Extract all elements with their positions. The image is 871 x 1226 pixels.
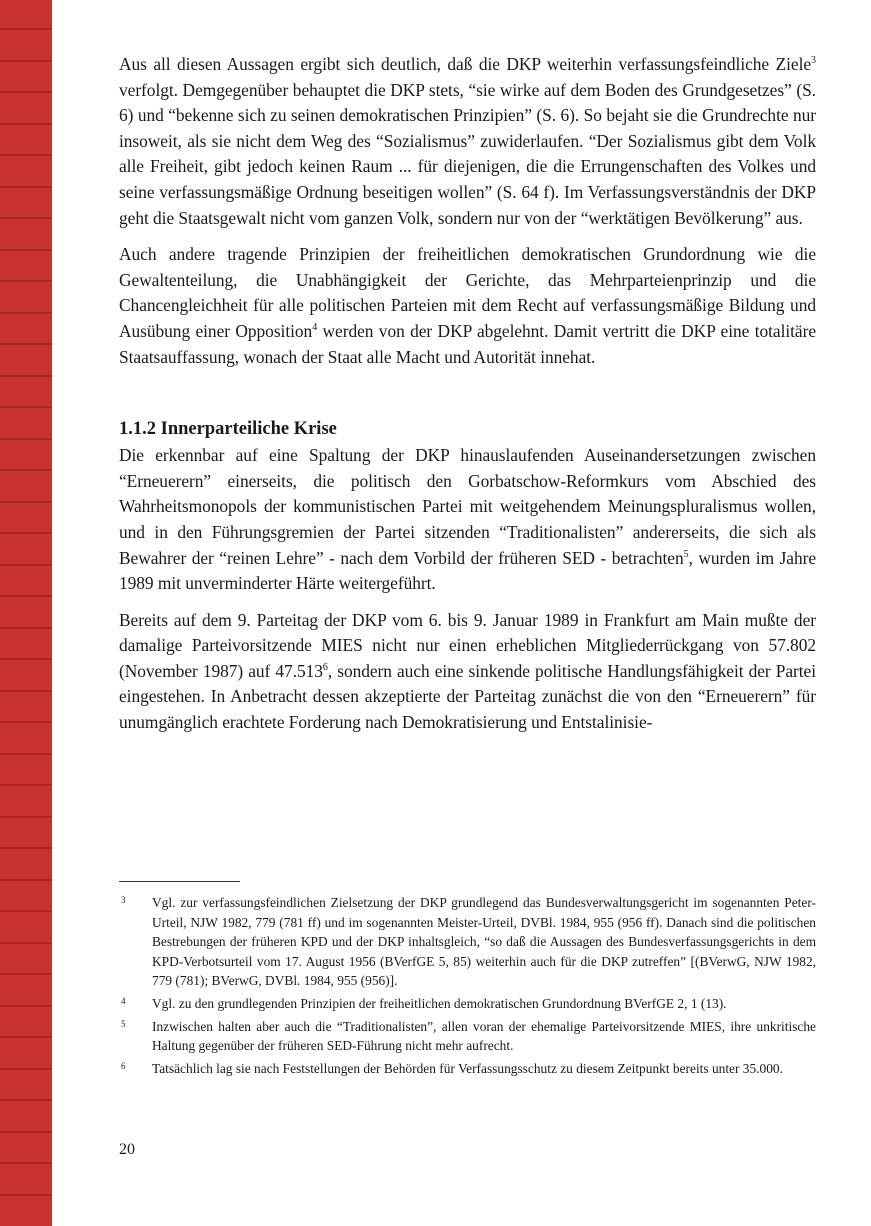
footnote-number: 4 [121,995,126,1006]
footnote-number: 6 [121,1060,126,1071]
footnote-4 [119,994,816,1014]
paragraph-4-text-b: , sondern auch eine sinkende politische Handlungsfähigkeit der Partei eingestehen. In Anbetracht dessen akzeptierte der Parteitag zunächst die von den “Erneuerern” für unumgänglich erachtete Forderung nach Demokratisierung und Entstalinisie- [119,660,816,733]
footnotes [119,893,816,1081]
band-notch [0,406,52,408]
band-notch [0,910,52,912]
paragraph-1-text-a: Aus all diesen Aussagen ergibt sich deutlich, daß die DKP weiterhin verfassungsfeindliche Ziele [119,54,812,74]
band-notch [0,280,52,282]
footnote-ref-4[interactable]: 4 [312,322,318,334]
paragraph-2-text-a: Auch andere tragende Prinzipien der freiheitlichen demokratischen Grundordnung wie die Gewaltenteilung, die Unabhängigkeit der Gerichte, das Mehrparteienprinzip und die Chancengleichheit für alle politischen Parteien mit dem Recht auf verfassungsmäßige Bildung und Ausübung einer Opposition [119,244,816,341]
band-notch [0,784,52,786]
band-notch [0,1131,52,1133]
band-notch [0,469,52,471]
band-notch [0,28,52,30]
band-notch [0,343,52,345]
band-notch [0,123,52,125]
band-notch [0,721,52,723]
band-notch [0,186,52,188]
band-notch [0,1005,52,1007]
band-notch [0,564,52,566]
band-notch [0,438,52,440]
footnote-text: Vgl. zur verfassungsfeindlichen Zielsetzung der DKP grundlegend das Bundesverwaltungsgericht im sogenannten Peter-Urteil, NJW 1982, 779 (781 ff) und im sogenannten Meister-Urteil, DVBl. 1984, 955 (956 ff). Danach sind die politischen Bestrebungen der früheren KPD und der DKP inhaltsgleich, “so daß die Aussagen des Bundesverfassungsgerichts in dem KPD-Verbotsurteil vom 17. August 1956 (BVerfGE 5, 85) weiterhin auch für die DKP zutreffen” [(BVerwG, NJW 1982, 779 (781); BVerwG, DVBl. 1984, 955 (956)]. [152,895,816,989]
band-notch [0,532,52,534]
band-notch [0,1099,52,1101]
red-margin-band [0,0,52,1226]
footnote-number: 3 [121,895,126,905]
band-notch [0,60,52,62]
band-notch [0,847,52,849]
band-notch [0,595,52,597]
band-notch [0,1036,52,1038]
paragraph-4-text-a: Bereits auf dem 9. Parteitag der DKP vom 6. bis 9. Januar 1989 in Frankfurt am Main mußte der damalige Parteivorsitzende MIES nicht nur einen erheblichen Mitgliederrückgang von 57.802 (November 1987) auf 47.513 [119,609,816,681]
paragraph-2 [119,242,816,370]
band-notch [0,375,52,377]
band-notch [0,973,52,975]
paragraph-1-text-b: verfolgt. Demgegenüber behauptet die DKP stets, “sie wirke auf dem Boden des Grundgesetzes” (S. 6) und “bekenne sich zu seinen demokratischen Prinzipien” (S. 6). So bejaht sie die Grundrechte nur insoweit, als sie nicht dem Weg des “Sozialismus” zuwiderlaufen. “Der Sozialismus gibt dem Volk alle Freiheit, gibt jedoch keinen Raum ... für diejenigen, die die Errungenschaften des Volkes und seine verfassungsmäßige Ordnung beseitigen wollen” (S. 64 f). Im Verfassungsverständnis der DKP geht die Staatsgewalt nicht vom ganzen Volk, sondern nur von der “werktätigen Bevölkerung” aus. [119,79,816,228]
band-notch [0,217,52,219]
band-notch [0,1162,52,1164]
paragraph-3-text-a: Die erkennbar auf eine Spaltung der DKP hinauslaufenden Auseinandersetzungen zwischen “Erneuerern” einerseits, die politisch den Gorbatschow-Reformkurs vom Abschied des Wahrheitsmonopols der kommunistischen Partei mit weitgehendem Meinungspluralismus wollen, und in den Führungsgremien der Partei sitzenden “Traditionalisten” andererseits, die sich als Bewahrer der “reinen Lehre” - nach dem Vorbild der früheren SED - betrachten [119,445,816,568]
band-notch [0,753,52,755]
section-heading: 1.1.2 Innerparteiliche Krise [119,419,337,440]
band-notch [0,627,52,629]
footnote-text: Tatsächlich lag sie nach Feststellungen der Behörden für Verfassungsschutz zu diesem Zeitpunkt bereits unter 35.000. [152,1060,783,1076]
band-notch [0,312,52,314]
footnote-6 [119,1059,816,1079]
band-notch [0,1068,52,1070]
footnote-3 [119,893,816,991]
band-notch [0,658,52,660]
band-notch [0,249,52,251]
footnote-number: 5 [121,1018,126,1029]
paragraph-2-text-b: werden von der DKP abgelehnt. Damit vertritt die DKP eine totalitäre Staatsauffassung, wonach der Staat alle Macht und Autorität innehat. [119,320,817,367]
band-notch [0,1194,52,1196]
footnote-text: Inzwischen halten aber auch die “Traditionalisten”, allen voran der ehemalige Parteivorsitzende MIES, ihre unkritische Haltung gegenüber der früheren SED-Führung nicht mehr aufrecht. [152,1018,816,1054]
band-notch [0,91,52,93]
body-text [119,52,816,736]
footnote-divider [119,881,240,882]
band-notch [0,879,52,881]
footnote-text: Vgl. zu den grundlegenden Prinzipien der freiheitlichen demokratischen Grundordnung BVerfGE 2, 1 (13). [152,995,727,1011]
paragraph-1 [119,52,816,231]
band-notch [0,942,52,944]
paragraph-4 [119,608,816,736]
paragraph-3 [119,443,816,597]
band-notch [0,690,52,692]
footnote-ref-5[interactable]: 5 [683,548,689,560]
band-notch [0,154,52,156]
page-number: 20 [119,1141,135,1158]
footnote-5 [119,1017,816,1056]
band-notch [0,816,52,818]
footnote-ref-6[interactable]: 6 [322,662,328,674]
footnote-ref-3[interactable]: 3 [811,55,816,67]
paragraph-3-text-b: , wurden im Jahre 1989 mit unverminderter Härte weitergeführt. [119,547,817,594]
band-notch [0,501,52,503]
